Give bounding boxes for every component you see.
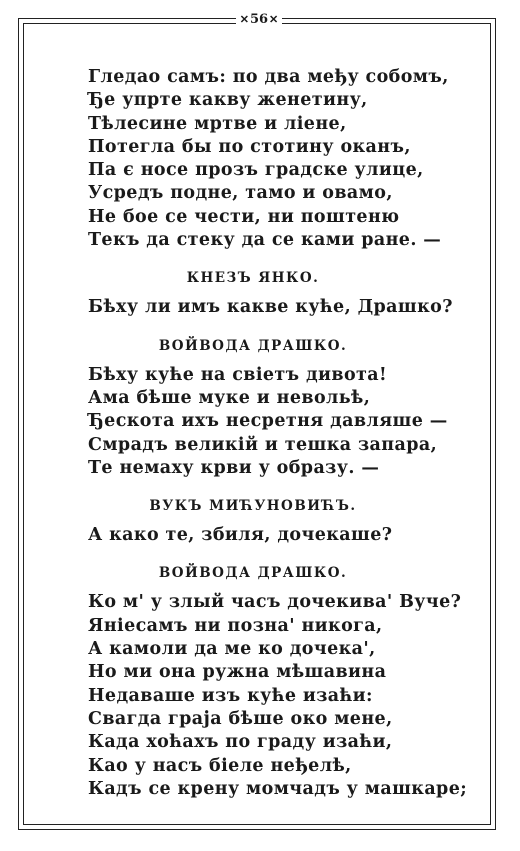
verse-line: Тѣлесине мртве и лiене,	[88, 113, 347, 134]
poem-body	[88, 66, 468, 801]
verse-line: Бѣху ли имъ какве куће, Драшко?	[88, 297, 453, 318]
verse-line: Смрадъ великiй и тешка запара,	[88, 434, 438, 455]
verse-line: Ама бѣше муке и невольѣ,	[88, 387, 371, 408]
verse-line: Као у насъ бiеле неђелѣ,	[88, 755, 352, 776]
verse-line: Када хоћахъ по граду изаћи,	[88, 732, 393, 753]
ornament-right-icon: ✕	[269, 12, 279, 26]
verse-block-5	[88, 591, 468, 801]
verse-line: Ђескота ихъ несретня давляше —	[88, 411, 448, 432]
verse-line: Ко м' у злый часъ дочекива' Вуче?	[88, 592, 462, 613]
verse-line: Не бое се чести, ни поштеню	[88, 206, 400, 227]
page-number: 56	[249, 11, 269, 27]
verse-line: Па є носе прозъ градске улице,	[88, 160, 424, 181]
verse-line: Бѣху куће на свiетъ дивота!	[88, 364, 388, 385]
verse-line: Текъ да стеку да се ками ране. —	[88, 230, 442, 251]
speaker-heading: КНЕЗЪ ЯНКО.	[186, 270, 320, 287]
verse-line: Те немаху крви у образу. —	[88, 457, 380, 478]
verse-line: Кадъ се крену момчадъ у машкаре;	[88, 778, 468, 799]
verse-line: Ђе упрте какву женетину,	[88, 90, 368, 111]
verse-line: Свагда граја бѣше око мене,	[88, 708, 393, 729]
verse-block-2	[88, 296, 468, 319]
verse-line: Но ми она ружна мѣшавина	[88, 662, 387, 683]
speaker-heading: ВОЙВОДА ДРАШКО.	[158, 337, 348, 354]
verse-line: Янiесамъ ни позна' никога,	[88, 615, 383, 636]
verse-block-4	[88, 524, 468, 547]
speaker-heading: ВУКЪ МИЋУНОВИЋЪ.	[149, 498, 357, 515]
verse-block-1	[88, 66, 468, 252]
verse-line: Гледао самъ: по два међу собомъ,	[88, 67, 449, 87]
verse-line: А како те, збиля, дочекаше?	[88, 525, 393, 546]
verse-line: Усредъ подне, тамо и овамо,	[88, 183, 393, 204]
ornament-left-icon: ✕	[239, 12, 249, 26]
verse-line: Потегла бы по стотину оканъ,	[88, 136, 411, 157]
page-number-ornament	[236, 8, 282, 30]
verse-line: А камоли да ме ко дочека',	[88, 639, 376, 660]
verse-block-3	[88, 364, 468, 480]
verse-line: Недаваше изъ куће изаћи:	[88, 685, 373, 706]
speaker-heading: ВОЙВОДА ДРАШКО.	[158, 565, 348, 582]
